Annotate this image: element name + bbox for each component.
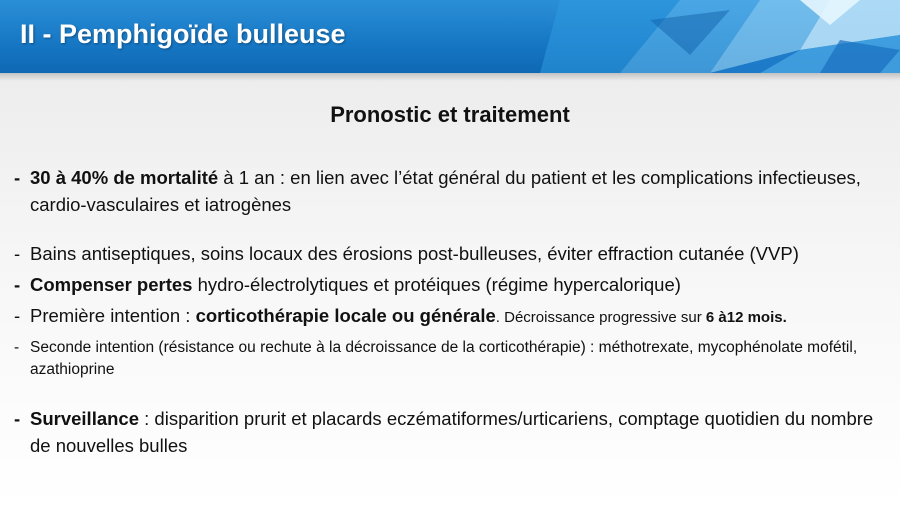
bullet-compensate-bold: Compenser pertes: [30, 274, 193, 295]
title-bar: [0, 0, 900, 73]
bullet-marker: -: [14, 408, 21, 429]
slide-subtitle: Pronostic et traitement: [330, 102, 570, 127]
bullet-monitoring-text: : disparition prurit et placards eczématiformes/urticariens, comptage quotidien du nombre de nouvelles bulles: [30, 408, 874, 456]
bullet-mortality: [14, 164, 894, 218]
bullet-local-care-text: Bains antiseptiques, soins locaux des érosions post-bulleuses, éviter effraction cutanée (VVP): [30, 243, 799, 264]
bullet-local-care: [14, 240, 894, 267]
bullet-first-line-pre: Première intention :: [30, 305, 196, 326]
polygon-decoration-icon: [500, 0, 900, 73]
bullet-marker: -: [14, 167, 21, 188]
bullet-first-line: [14, 302, 894, 331]
bullet-marker: -: [14, 305, 21, 326]
bullet-marker: -: [14, 339, 20, 356]
bullet-mortality-text: à 1 an : en lien avec l’état général du patient et les complications infectieuses, cardio-vasculaires et iatrogènes: [30, 167, 861, 215]
bullet-marker: -: [14, 243, 21, 264]
header-shadow: [0, 73, 900, 81]
bullet-marker: -: [14, 274, 21, 295]
bullet-second-line: [14, 337, 894, 381]
bullet-first-line-small: . Décroissance progressive sur: [495, 309, 706, 326]
bullet-second-line-text: Seconde intention (résistance ou rechute à la décroissance de la corticothérapie) : méthotrexate, mycophénolate mofétil, azathioprine: [30, 339, 858, 378]
bullet-monitoring: [14, 405, 894, 459]
bullet-list: [14, 164, 894, 459]
bullet-compensate: [14, 271, 894, 298]
bullet-first-line-bold: corticothérapie locale ou générale: [195, 305, 496, 326]
bullet-mortality-bold: 30 à 40% de mortalité: [30, 167, 219, 188]
bullet-monitoring-bold: Surveillance: [30, 408, 140, 429]
slide-title: II - Pemphigoïde bulleuse: [20, 19, 346, 49]
bullet-first-line-duration: 6 à12 mois.: [705, 309, 787, 326]
bullet-compensate-text: hydro-électrolytiques et protéiques (régime hypercalorique): [192, 274, 681, 295]
